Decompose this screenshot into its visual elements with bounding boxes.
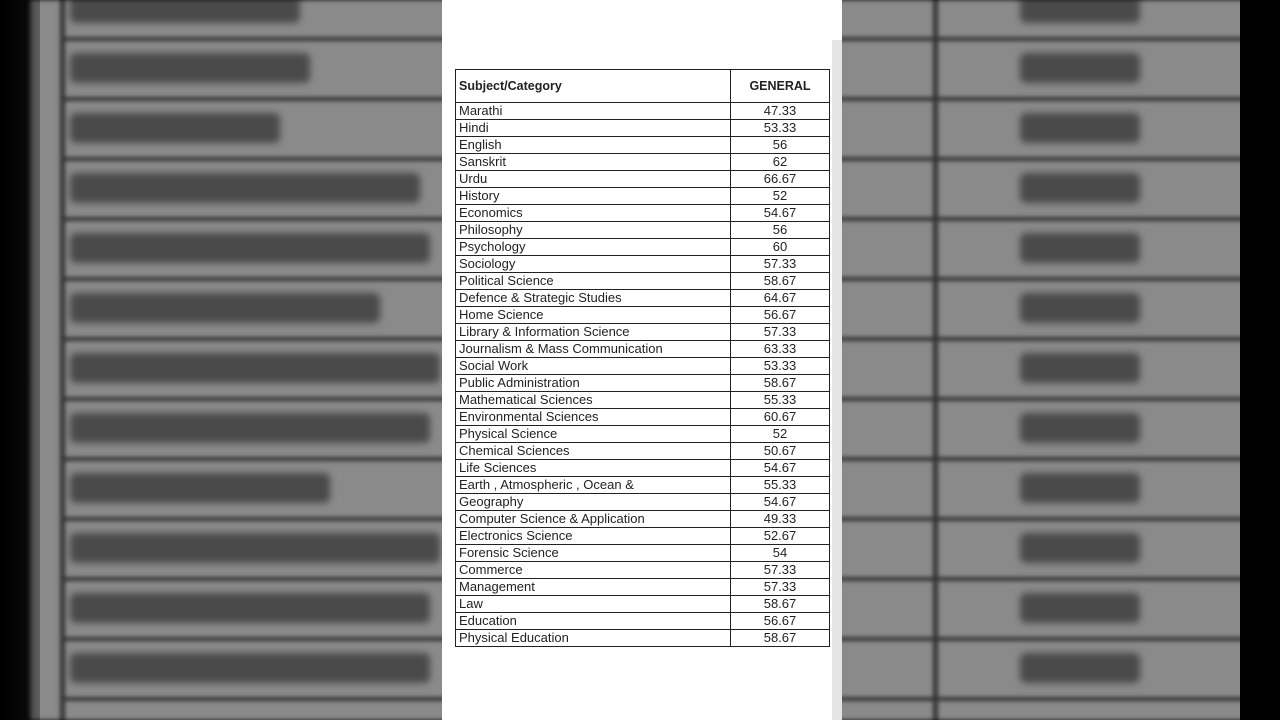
cutoff-table <box>455 69 830 647</box>
background-value-smudge <box>1020 593 1140 623</box>
background-value-smudge <box>1020 293 1140 323</box>
subject-cell: Economics <box>456 205 731 222</box>
header-general: GENERAL <box>731 70 830 103</box>
table-row <box>456 341 830 358</box>
general-cutoff-cell: 56.67 <box>731 613 830 630</box>
background-value-smudge <box>1020 113 1140 143</box>
subject-cell: Home Science <box>456 307 731 324</box>
background-text-smudge <box>70 173 420 203</box>
table-row <box>456 511 830 528</box>
general-cutoff-cell: 47.33 <box>731 103 830 120</box>
subject-cell: Electronics Science <box>456 528 731 545</box>
subject-cell: Life Sciences <box>456 460 731 477</box>
table-row <box>456 324 830 341</box>
background-text-smudge <box>70 53 310 83</box>
general-cutoff-cell: 64.67 <box>731 290 830 307</box>
general-cutoff-cell: 52 <box>731 426 830 443</box>
background-value-smudge <box>1020 653 1140 683</box>
table-row <box>456 358 830 375</box>
general-cutoff-cell: 58.67 <box>731 630 830 647</box>
subject-cell: Law <box>456 596 731 613</box>
table-row <box>456 409 830 426</box>
general-cutoff-cell: 56 <box>731 222 830 239</box>
table-row <box>456 528 830 545</box>
background-column-line <box>933 0 938 720</box>
subject-cell: Defence & Strategic Studies <box>456 290 731 307</box>
general-cutoff-cell: 60.67 <box>731 409 830 426</box>
background-value-smudge <box>1020 0 1140 23</box>
background-value-smudge <box>1020 533 1140 563</box>
background-text-smudge <box>70 233 430 263</box>
background-value-smudge <box>1020 233 1140 263</box>
subject-cell: Library & Information Science <box>456 324 731 341</box>
table-row <box>456 256 830 273</box>
table-header-row <box>456 70 830 103</box>
subject-cell: Political Science <box>456 273 731 290</box>
general-cutoff-cell: 52 <box>731 188 830 205</box>
background-column-line <box>60 0 65 720</box>
general-cutoff-cell: 63.33 <box>731 341 830 358</box>
table-row <box>456 460 830 477</box>
table-row <box>456 154 830 171</box>
subject-cell: Marathi <box>456 103 731 120</box>
table-row <box>456 477 830 494</box>
general-cutoff-cell: 56.67 <box>731 307 830 324</box>
subject-cell: Computer Science & Application <box>456 511 731 528</box>
subject-cell: Forensic Science <box>456 545 731 562</box>
right-dark-edge <box>1240 0 1280 720</box>
subject-cell: Urdu <box>456 171 731 188</box>
table-row <box>456 273 830 290</box>
table-row <box>456 443 830 460</box>
subject-cell: Sanskrit <box>456 154 731 171</box>
subject-cell: Physical Education <box>456 630 731 647</box>
general-cutoff-cell: 49.33 <box>731 511 830 528</box>
general-cutoff-cell: 54.67 <box>731 494 830 511</box>
subject-cell: Mathematical Sciences <box>456 392 731 409</box>
subject-cell: Psychology <box>456 239 731 256</box>
table-row <box>456 545 830 562</box>
general-cutoff-cell: 55.33 <box>731 392 830 409</box>
left-dark-edge <box>0 0 40 720</box>
table-row <box>456 137 830 154</box>
background-value-smudge <box>1020 473 1140 503</box>
general-cutoff-cell: 53.33 <box>731 358 830 375</box>
background-text-smudge <box>70 0 300 23</box>
table-row <box>456 630 830 647</box>
general-cutoff-cell: 54 <box>731 545 830 562</box>
table-row <box>456 562 830 579</box>
general-cutoff-cell: 56 <box>731 137 830 154</box>
general-cutoff-cell: 54.67 <box>731 460 830 477</box>
table-row <box>456 494 830 511</box>
table-row <box>456 222 830 239</box>
table-row <box>456 613 830 630</box>
general-cutoff-cell: 57.33 <box>731 324 830 341</box>
subject-cell: Public Administration <box>456 375 731 392</box>
table-row <box>456 171 830 188</box>
subject-cell: Chemical Sciences <box>456 443 731 460</box>
general-cutoff-cell: 57.33 <box>731 579 830 596</box>
table-row <box>456 307 830 324</box>
table-row <box>456 392 830 409</box>
document-edge-shadow <box>832 40 842 720</box>
general-cutoff-cell: 50.67 <box>731 443 830 460</box>
background-value-smudge <box>1020 53 1140 83</box>
background-text-smudge <box>70 353 440 383</box>
table-row <box>456 205 830 222</box>
background-text-smudge <box>70 113 280 143</box>
background-text-smudge <box>70 593 430 623</box>
background-text-smudge <box>70 533 440 563</box>
table-row <box>456 188 830 205</box>
table-row <box>456 120 830 137</box>
table-row <box>456 426 830 443</box>
subject-cell: Commerce <box>456 562 731 579</box>
general-cutoff-cell: 53.33 <box>731 120 830 137</box>
general-cutoff-cell: 58.67 <box>731 375 830 392</box>
general-cutoff-cell: 58.67 <box>731 596 830 613</box>
subject-cell: Philosophy <box>456 222 731 239</box>
general-cutoff-cell: 57.33 <box>731 562 830 579</box>
background-text-smudge <box>70 473 330 503</box>
background-value-smudge <box>1020 353 1140 383</box>
document-panel <box>442 0 842 720</box>
subject-cell: Earth , Atmospheric , Ocean & <box>456 477 731 494</box>
subject-cell: Journalism & Mass Communication <box>456 341 731 358</box>
table-row <box>456 103 830 120</box>
table-row <box>456 239 830 256</box>
background-value-smudge <box>1020 173 1140 203</box>
header-subject: Subject/Category <box>456 70 731 103</box>
subject-cell: Geography <box>456 494 731 511</box>
subject-cell: Hindi <box>456 120 731 137</box>
table-row <box>456 596 830 613</box>
general-cutoff-cell: 55.33 <box>731 477 830 494</box>
background-text-smudge <box>70 293 380 323</box>
general-cutoff-cell: 52.67 <box>731 528 830 545</box>
subject-cell: Environmental Sciences <box>456 409 731 426</box>
subject-cell: Physical Science <box>456 426 731 443</box>
subject-cell: Social Work <box>456 358 731 375</box>
subject-cell: Sociology <box>456 256 731 273</box>
general-cutoff-cell: 58.67 <box>731 273 830 290</box>
subject-cell: English <box>456 137 731 154</box>
table-row <box>456 579 830 596</box>
general-cutoff-cell: 66.67 <box>731 171 830 188</box>
general-cutoff-cell: 57.33 <box>731 256 830 273</box>
subject-cell: History <box>456 188 731 205</box>
background-text-smudge <box>70 413 430 443</box>
background-text-smudge <box>70 653 430 683</box>
subject-cell: Education <box>456 613 731 630</box>
subject-cell: Management <box>456 579 731 596</box>
background-value-smudge <box>1020 413 1140 443</box>
general-cutoff-cell: 54.67 <box>731 205 830 222</box>
table-row <box>456 290 830 307</box>
general-cutoff-cell: 60 <box>731 239 830 256</box>
general-cutoff-cell: 62 <box>731 154 830 171</box>
table-row <box>456 375 830 392</box>
